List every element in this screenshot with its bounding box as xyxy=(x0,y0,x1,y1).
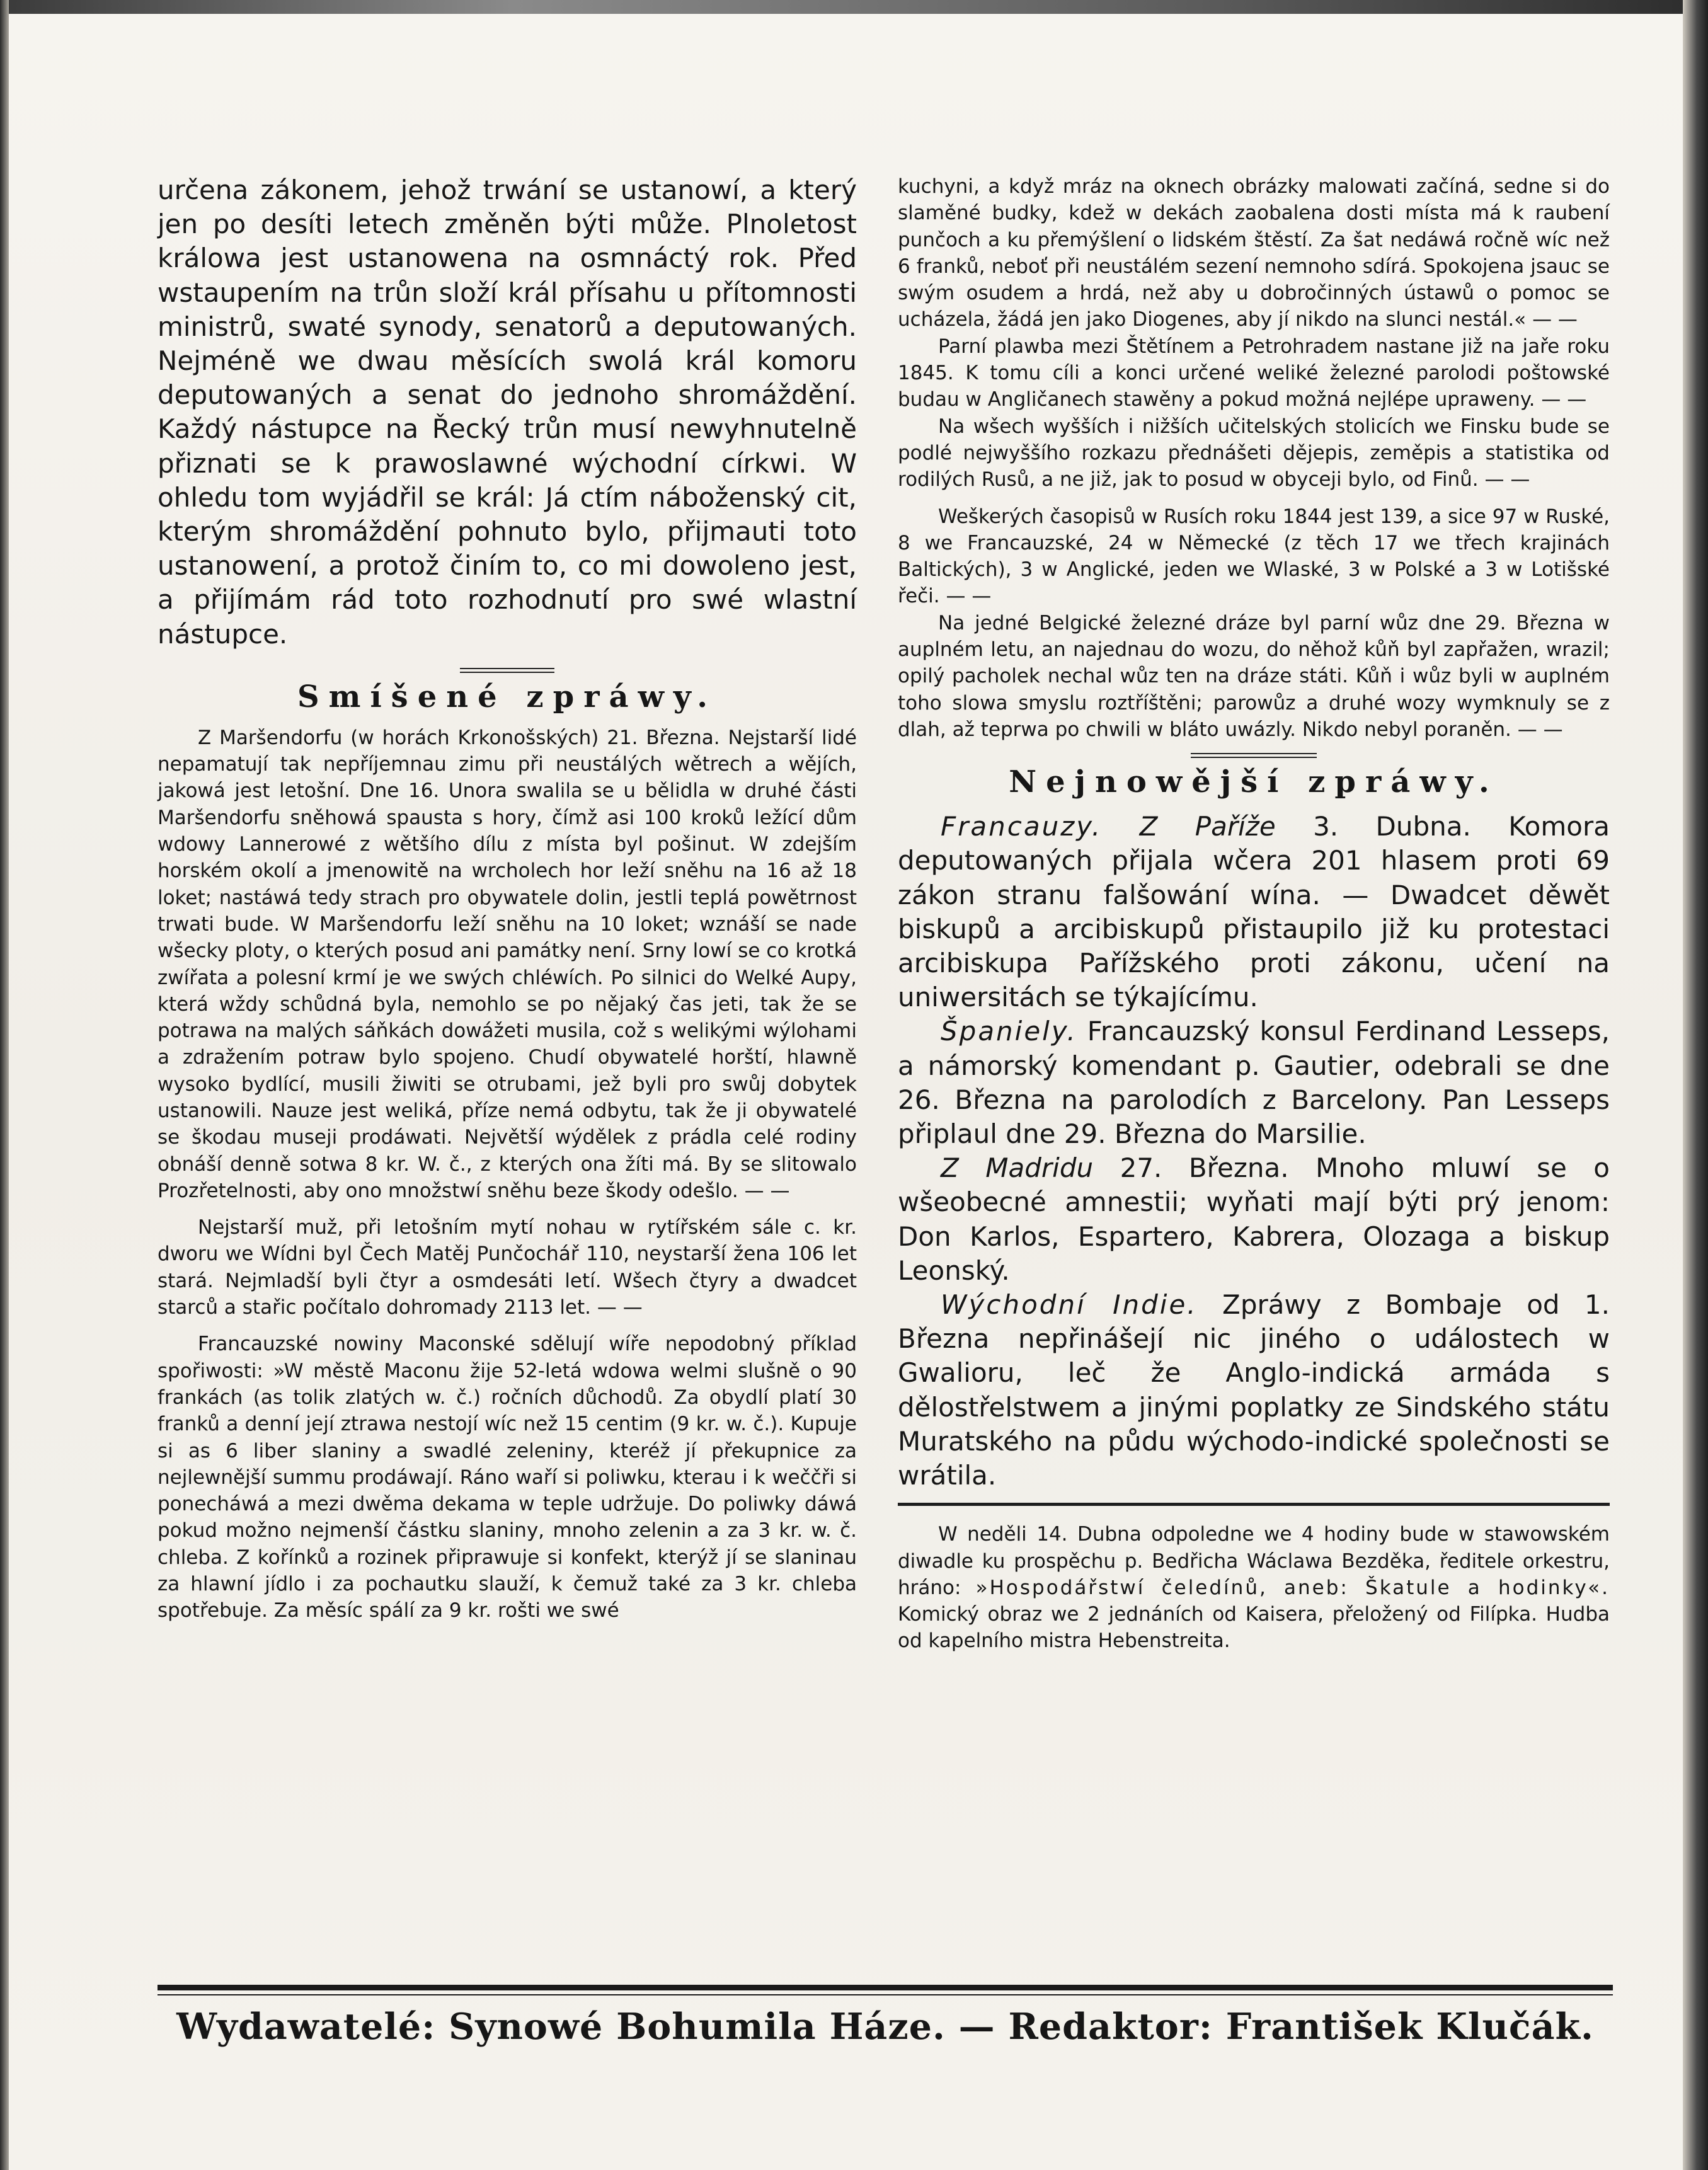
news-france-body: 3. Dubna. Komora deputowaných přijala wčera 201 hlasem proti 69 zákon stranu falšowání wína. — Dwadcet děwět biskupů a arcibiskupů přistaupilo již ku protestaci arcibiskupa Pařížského proti zákonu, učení na uniwersitách se týkajícímu. xyxy=(898,811,1610,1013)
news-france xyxy=(898,810,1610,1014)
news-france-label: Francauzy. xyxy=(941,811,1103,842)
theatre-notice-intro: W neděli 14. Dubna odpoledne we 4 hodiny bude w stawowském diwadle ku prospěchu p. Bedřicha Wáclawa Bezděka, ředitele orkestru, hráno: xyxy=(898,1523,1610,1599)
footer-rule-thin xyxy=(158,1994,1613,1995)
news-macon: Francauzské nowiny Maconské sdělují wíře nepodobný příklad spořiwosti: »W městě Maconu žije 52-letá wdowa welmi slušně o 90 frankách (as tolik zlatých w. č.) ročních důchodů. Za obydlí platí 30 franků a denní její ztrawa nestojí wíc než 15 centim (9 kr. w. č.). Kupuje si as 6 liber slaniny a swadlé zeleniny, kteréž jí překupnice za nejlewnější summu prodáwají. Ráno waří si poliwku, kterau i k weččři si ponecháwá a mezi dwěma dekama w teple udržuje. Do poliwky dáwá pokud možno nejmenší částku slaniny, mnoho zelenin a za 3 kr. w. č. chleba. Z kořínků a rozinek připrawuje si konfekt, kterýž jí se slaninau za hlawní jídlo i za pochautku slauží, k čemuž také za 3 kr. chleba spotřebuje. Za měsíc spálí za 9 kr. rošti we swé xyxy=(158,1333,857,1622)
section-heading-mixed-news: Smíšené zpráwy. xyxy=(297,679,718,715)
news-periodicals: Weškerých časopisů w Rusích roku 1844 jest 139, a sice 97 w Ruské, 8 we Francauzské, 24 w Německé (z těch 17 we třech krajinách Baltických), 3 w Anglické, jeden we Wlaské, 3 w Polské a 3 w Lotišské řeči. — — xyxy=(898,505,1610,608)
theatre-notice-details: Komický obraz we 2 jednáních od Kaisera, přeložený od Filípka. Hudba od kapelního mistra Hebenstreita. xyxy=(898,1603,1610,1653)
section-heading-latest-news: Nejnowější zpráwy. xyxy=(1009,764,1499,800)
news-madrid-body: 27. Března. Mnoho mluwí se o wšeobecné amnestii; wyňati mají býti prý jenom: Don Karlos, Espartero, Kabrera, Olozaga a biskup Leonský. xyxy=(898,1152,1610,1286)
news-steamship: Parní plawba mezi Štětínem a Petrohradem nastane již na jaře roku 1845. K tomu cíli a konci určené weliké železné parolodi poštowské budau w Angličanech stawěny a pokud možná nejlépe upraweny. — — xyxy=(898,335,1610,411)
news-belgium: Na jedné Belgické železné dráze byl parní wůz dne 29. Března w auplném letu, an najednau do wozu, do něhož kůň byl zapřažen, wrazil; opilý pacholek nechal wůz ten na dráze státi. Kůň i wůz byli w auplném toho slowa smyslu roztříštěni; parowůz a druhé wozy wymknuly se z dlah, až teprwa po chwili w bláto uwázly. Nikdo nebyl poraněn. — — xyxy=(898,611,1610,741)
news-madrid-place: Z Madridu xyxy=(941,1152,1094,1184)
theatre-notice-title: »Hospodářstwí čeledínů, aneb: Škatule a hodinky«. xyxy=(975,1576,1610,1599)
news-spain-label: Španiely. xyxy=(941,1016,1077,1047)
news-marsendorf-place: Z Maršendorfu (w horách Krkonošských) 21. Března. xyxy=(198,726,720,749)
news-madrid xyxy=(898,1151,1610,1288)
footer-rules xyxy=(158,1985,1613,1995)
news-finland: Na wšech wyšších i nižších učitelských stolicích we Finsku bude se podlé nejwyššího rozkazu přednášeti dějepis, zeměpis a statistika od rodilých Rusů, a ne již, jak to posud w obyceji bylo, od Finů. — — xyxy=(898,415,1610,491)
news-macon-continued: kuchyni, a když mráz na oknech obrázky malowati začíná, sedne si do slaměné budky, kdež w dekách zaobalena dosti místa má k raubení punčoch a ku přemýšlení o lidském štěstí. Za šat nedáwá ročně wíc než 6 franků, neboť při neustálém sezení nemnoho sdírá. Spokojena jsauc se swým osudem a hrdá, než aby u dobročinných ústawů o pomoc se ucházela, žádá jen jako Diogenes, aby jí nikdo na slunci nestál.« — — xyxy=(898,175,1610,331)
news-marsendorf-body: Nejstarší lidé nepamatují tak nepříjemnau zimu při neustálých wětrech a wějích, jakowá jest letošní. Dne 16. Unora swalila se u bělidla w druhé části Maršendorfu sněhowá spausta s hory, čímž asi 100 kroků ležící dům wdowy Lannerowé z wětšího dílu z místa byl pošinut. W zdejším horském okolí a jmenowitě na wrcholech hor leží sněhu na 16 až 18 loket; nastáwá tedy strach pro obywatele dolin, jestli teplá powětrnost trwati bude. W Maršendorfu leží sněhu na 10 loket; wznáší se nade wšecky ploty, o kterých posud ani památky není. Srny lowí se co krotká zwířata a polesní krmí je we swých chléwích. Po silnici do Welké Aupy, která wždy schůdná byla, nemohlo se po nějaký čas jeti, tak že se potrawa na malých sáňkách dowážeti musila, což s welikými wýlohami a zdražením potraw bylo spojeno. Chudí obywatelé horští, hlawně wysoko bydlící, musili žiwiti se otrubami, jež byli pro swůj dobytek ustanowili. Nauze jest weliká, příze nemá odbytu, tak že ji obywatelé se škodau museji prodáwati. Největší wýdělek z prádla celé rodiny obnáší denně sotwa 8 kr. W. č., z kterých ona žíti má. By se slitowalo Prozřetelnosti, aby ono množstwí sněhu beze škody odešlo. — — xyxy=(158,726,857,1202)
news-marsendorf xyxy=(158,725,857,1204)
news-east-india-body: Zpráwy z Bombaje od 1. Března nepřinášejí nic jiného o událostech w Gwalioru, leč že Anglo-indická armáda s dělostřelstwem a jinými poplatky ze Sindského státu Muratského na půdu wýchodo-indické společnosti se wrátila. xyxy=(898,1289,1610,1491)
right-column xyxy=(898,173,1610,1655)
news-spain-body: Francauzský konsul Ferdinand Lesseps, a námorský komendant p. Gautier, odebrali se dne 26. Března na parolodích z Barcelony. Pan Lesseps připlaul dne 29. Března do Marsilie. xyxy=(898,1016,1610,1150)
news-france-place: Z Paříže xyxy=(1139,811,1276,842)
news-vienna: Nejstarší muž, při letošním mytí nohau w rytířském sále c. kr. dworu we Wídni byl Čech Matěj Punčochář 110, neystarší žena 106 let stará. Nejmladší byli čtyr a osmdesáti letí. Wšech čtyry a dwadcet starců a stařic počítalo dohromady 2113 let. — — xyxy=(158,1216,857,1319)
scan-edge-right xyxy=(1683,0,1708,2170)
notice-divider xyxy=(898,1503,1610,1506)
left-column xyxy=(158,173,857,1624)
intro-paragraph: určena zákonem, jehož trwání se ustanowí, a který jen po desíti letech změněn býti může. Plnoletost králowa jest ustanowena na osmnáctý rok. Před wstaupením na trůn složí král přísahu u přítomnosti ministrů, swaté synody, senatorů a deputowaných. Nejméně we dwau měsících swolá král komoru deputowaných a senat do jednoho shromáždění. Každý nástupce na Řecký trůn musí newyhnutelně přiznati se k prawoslawné wýchodní církwi. W ohledu tom wyjádřil se král: Já ctím náboženský cit, kterým shromáždění pohnuto bylo, přijmauti toto ustanowení, a protož činím to, co mi dowoleno jest, a přijímám rád toto rozhodnutí pro swé wlastní nástupce. xyxy=(158,175,857,650)
footer-rule-thick xyxy=(158,1985,1613,1990)
publisher-footer: Wydawatelé: Synowé Bohumila Háze. — Redaktor: František Klučák. xyxy=(176,2006,1594,2048)
news-east-india-label: Wýchodní Indie. xyxy=(941,1289,1198,1321)
section-divider-2 xyxy=(1191,753,1317,758)
scan-edge-top xyxy=(0,0,1708,14)
news-spain xyxy=(898,1014,1610,1151)
news-east-india xyxy=(898,1288,1610,1493)
scan-edge-left xyxy=(0,0,9,2170)
section-divider xyxy=(460,668,554,673)
theatre-notice xyxy=(898,1521,1610,1654)
